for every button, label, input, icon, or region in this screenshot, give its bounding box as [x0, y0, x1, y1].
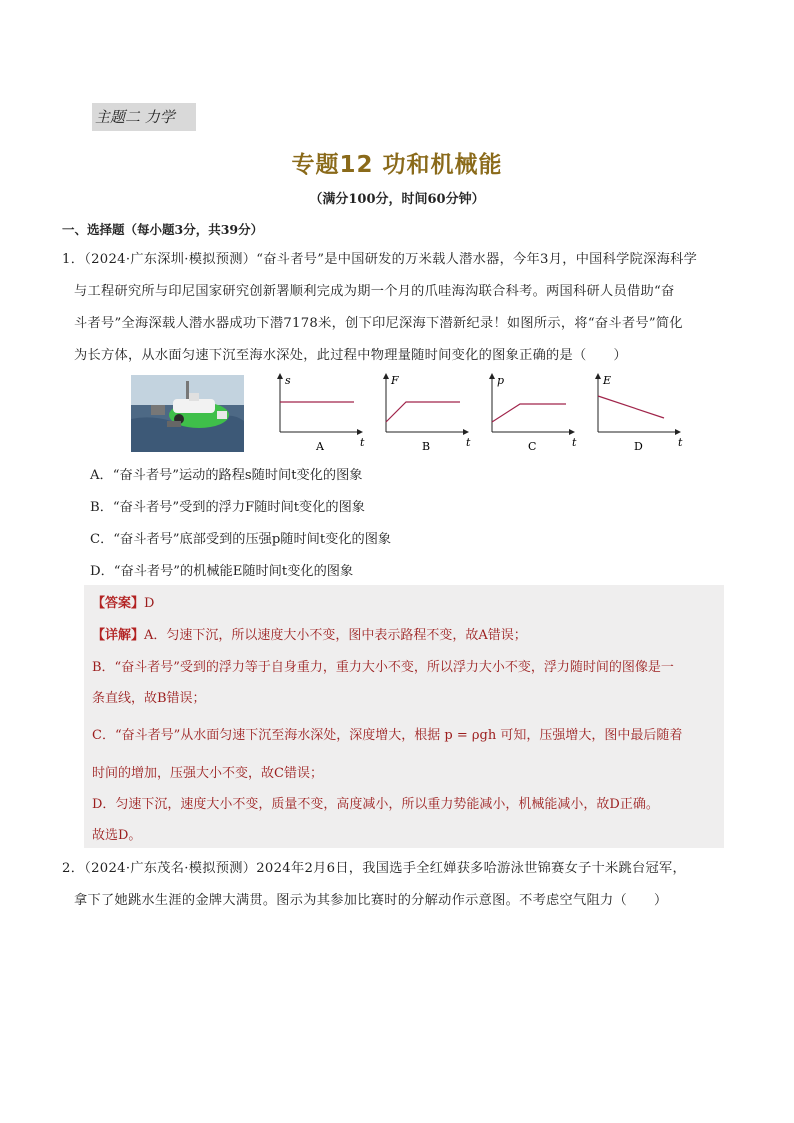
answer-value: D	[144, 596, 155, 611]
graph-d-line	[598, 396, 664, 418]
graph-c-y-label: p	[497, 374, 505, 387]
question-2-stem	[62, 853, 738, 917]
graph-d-y-label: E	[603, 374, 612, 387]
submersible-photo	[131, 375, 244, 452]
detail-text-1: A．匀速下沉，所以速度大小不变，图中表示路程不变，故A错误；	[144, 628, 527, 643]
answer-label: 【答案】	[92, 596, 145, 611]
graph-d	[586, 372, 686, 460]
option-c: C．“奋斗者号”底部受到的压强p随时间t变化的图象	[90, 532, 392, 547]
detail-line-7: 故选D。	[92, 828, 142, 843]
page-title: 专题12 功和机械能	[291, 152, 503, 178]
detail-line-1	[92, 624, 720, 643]
detail-line-6: D．匀速下沉，速度大小不变，质量不变，高度减小，所以重力势能减小，机械能减小，故D正确。	[92, 797, 659, 812]
question-1-stem	[62, 244, 738, 372]
graph-b-caption: B	[422, 440, 431, 453]
option-d: D．“奋斗者号”的机械能E随时间t变化的图象	[90, 564, 354, 579]
option-a: A．“奋斗者号”运动的路程s随时间t变化的图象	[90, 468, 363, 483]
graph-a-y-label: s	[285, 374, 291, 387]
page-subtitle: （满分100分，时间60分钟）	[309, 192, 485, 207]
detail-line-4: C．“奋斗者号”从水面匀速下沉至海水深处，深度增大，根据 p = ρgh 可知，压强增大，图中最后随着	[92, 728, 683, 743]
graph-b-y-label: F	[391, 374, 399, 387]
detail-line-2: B．“奋斗者号”受到的浮力等于自身重力，重力大小不变，所以浮力大小不变，浮力随时间的图像是一	[92, 660, 674, 675]
q2-line-2: 拿下了她跳水生涯的金牌大满贯。图示为其参加比赛时的分解动作示意图。不考虑空气阻力（ ）	[74, 893, 668, 908]
detail-label: 【详解】	[92, 628, 145, 643]
option-b: B．“奋斗者号”受到的浮力F随时间t变化的图象	[90, 500, 365, 515]
detail-line-5: 时间的增加，压强大小不变，故C错误；	[92, 766, 323, 781]
q1-line-2: 与工程研究所与印尼国家研究创新署顺利完成为期一个月的爪哇海沟联合科考。两国科研人员借助“奋	[74, 284, 675, 299]
q1-line-1: 1．（2024·广东深圳·模拟预测）“奋斗者号”是中国研发的万米载人潜水器，今年3月，中国科学院深海科学	[62, 252, 698, 267]
q1-line-4: 为长方体，从水面匀速下沉至海水深处，此过程中物理量随时间变化的图象正确的是（ ）	[74, 348, 627, 363]
graph-b-line	[386, 402, 460, 422]
graph-c-line	[492, 404, 566, 422]
q2-line-1: 2．（2024·广东茂名·模拟预测）2024年2月6日，我国选手全红婵获多哈游泳世锦赛女子十米跳台冠军，	[62, 861, 686, 876]
graph-b	[374, 372, 474, 460]
graph-b-x-label: t	[466, 436, 471, 449]
graph-d-x-label: t	[678, 436, 683, 449]
graph-a-caption: A	[316, 440, 324, 453]
graph-c	[480, 372, 580, 460]
graph-c-x-label: t	[572, 436, 577, 449]
q1-line-3: 斗者号”全海深载人潜水器成功下潜7178米，创下印尼深海下潜新纪录！如图所示，将“奋斗者号”简化	[74, 316, 683, 331]
graph-a-x-label: t	[360, 436, 365, 449]
detail-line-3: 条直线，故B错误；	[92, 691, 206, 706]
graph-a	[268, 372, 368, 460]
graph-d-caption: D	[634, 440, 643, 453]
graph-c-caption: C	[528, 440, 537, 453]
topic-tag: 主题二 力学	[92, 103, 196, 131]
answer-line	[92, 592, 720, 611]
section-heading: 一、选择题（每小题3分，共39分）	[62, 222, 264, 237]
